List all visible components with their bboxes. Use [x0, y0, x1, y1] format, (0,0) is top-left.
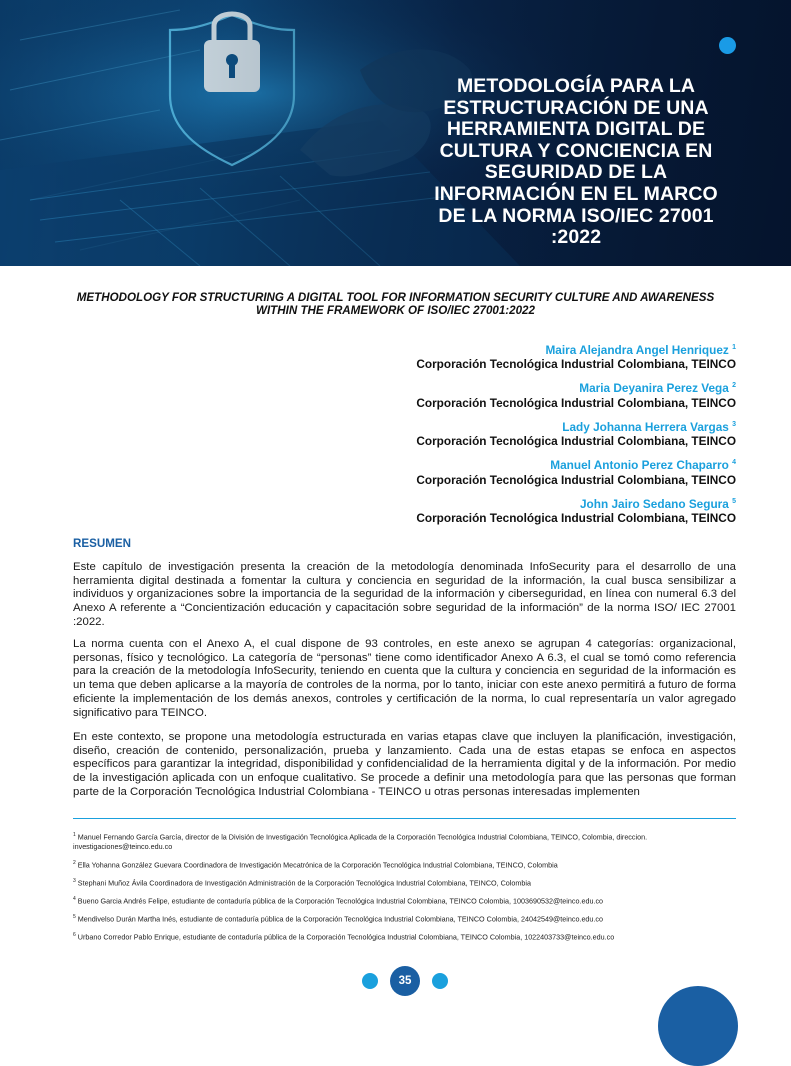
author-name: Maria Deyanira Perez Vega $^2$: [579, 381, 736, 396]
author-list: [316, 341, 736, 533]
footnote: $^1$ Manuel Fernando García García, director de la División de Investigación Tecnológica Aplicada de la Corporación Tecnológica Industrial Colombiana, TEINCO, Colombia, direccion. investigaciones@teinco.edu.co: [73, 832, 648, 851]
footnote: $^2$ Ella Yohanna González Guevara Coordinadora de Investigación Mecatrónica de la Corporación Tecnológica Industrial Colombiana, TEINCO, Colombia: [73, 859, 558, 869]
author-affiliation: Corporación Tecnológica Industrial Colombiana, TEINCO: [416, 395, 736, 410]
english-title: METHODOLOGY FOR STRUCTURING A DIGITAL TOOL FOR INFORMATION SECURITY CULTURE AND AWARENESS WITHIN THE FRAMEWORK OF ISO/IEC 27001:2022: [76, 291, 715, 318]
author-name: Maira Alejandra Angel Henriquez $^1$: [545, 342, 736, 357]
author-entry: [316, 341, 736, 371]
author-name: Manuel Antonio Perez Chaparro $^4$: [550, 458, 736, 473]
footnotes: [73, 831, 736, 949]
author-entry: [316, 418, 736, 448]
footnote: $^4$ Bueno Garcia Andrés Felipe, estudiante de contaduría pública de la Corporación Tecnológica Industrial Colombiana, TEINCO Colombia, 1003690532@teinco.edu.co: [73, 895, 604, 905]
decorative-circle: [658, 986, 738, 1066]
footnote-divider: [73, 818, 736, 819]
decorative-dot: [432, 973, 448, 989]
decorative-dot: [719, 37, 736, 54]
decorative-dot: [362, 973, 378, 989]
author-affiliation: Corporación Tecnológica Industrial Colombiana, TEINCO: [416, 357, 736, 372]
author-entry: [316, 379, 736, 409]
author-name: John Jairo Sedano Segura $^5$: [580, 496, 736, 511]
author-affiliation: Corporación Tecnológica Industrial Colombiana, TEINCO: [416, 511, 736, 526]
author-entry: [316, 495, 736, 525]
abstract-paragraph: Este capítulo de investigación presenta la creación de la metodología denominada InfoSecurity para el desarrollo de una herramienta digital destinada a fomentar la cultura y conciencia en seguridad de la información, la cual busca sensibilizar a individuos y organizaciones sobre la importancia de la seguridad de la información y ciberseguridad, en línea con numeral 6.3 del Anexo A referente a “Concientización educación y capacitación sobre seguridad de la información” de la norma ISO/ IEC 27001 :2022.: [73, 561, 736, 628]
author-name: Lady Johanna Herrera Vargas $^3$: [562, 419, 736, 434]
header-banner: [0, 0, 791, 266]
abstract-heading: RESUMEN: [73, 537, 131, 550]
page-number-bar: [0, 966, 791, 996]
abstract-paragraph: En este contexto, se propone una metodología estructurada en varias etapas clave que incluyen la planificación, investigación, diseño, creación de contenido, personalización, prueba y lanzamiento. Cada una de estas etapas se enfoca en aspectos específicos para garantizar la integridad, disponibilidad y confidencialidad de la herramienta digital y de la información. Por medio de la investigación aplicada con un enfoque cualitativo. Se procede a definir una metodología para que las personas que forman parte de la Corporación Tecnológica Industrial Colombiana - TEINCO u otras personas interesadas implementen: [73, 731, 736, 798]
footnote: $^3$ Stephani Muñoz Ávila Coordinadora de Investigación Administración de la Corporación Tecnológica Industrial Colombiana, TEINCO, Colombia: [73, 877, 531, 887]
author-affiliation: Corporación Tecnológica Industrial Colombiana, TEINCO: [416, 434, 736, 449]
page-title: METODOLOGÍA PARA LA ESTRUCTURACIÓN DE UNA HERRAMIENTA DIGITAL DE CULTURA Y CONCIENCIA EN SEGURIDAD DE LA INFORMACIÓN EN EL MARCO DE LA NORMA ISO/IEC 27001 :2022: [434, 75, 718, 249]
author-entry: [316, 456, 736, 486]
page-number: 35: [390, 966, 420, 996]
footnote: $^6$ Urbano Corredor Pablo Enrique, estudiante de contaduría pública de la Corporación Tecnológica Industrial Colombiana, TEINCO Colombia, 1022403733@teinco.edu.co: [73, 931, 615, 941]
footnote: $^5$ Mendivelso Durán Martha Inés, estudiante de contaduría pública de la Corporación Tecnológica Industrial Colombiana, TEINCO Colombia, 24042549@teinco.edu.co: [73, 913, 604, 923]
author-affiliation: Corporación Tecnológica Industrial Colombiana, TEINCO: [416, 472, 736, 487]
abstract-paragraph: La norma cuenta con el Anexo A, el cual dispone de 93 controles, en este anexo se agrupan 4 categorías: organizacional, personas, físico y tecnológico. La categoría de “personas” tiene como identificador Anexo A 6.3, el cual se tomó como referencia para la creación de la metodología InfoSecurity, teniendo en cuenta que la cultura y conciencia en seguridad de la información es un tema que deben aplicarse a la mayoría de controles de la norma, por lo tanto, iniciar con este anexo permitirá a futuro de forma eficiente la implementación de los demás anexos, controles y certificación de la norma, lo cual representaría un valor agregado significativo para TEINCO.: [73, 638, 736, 719]
